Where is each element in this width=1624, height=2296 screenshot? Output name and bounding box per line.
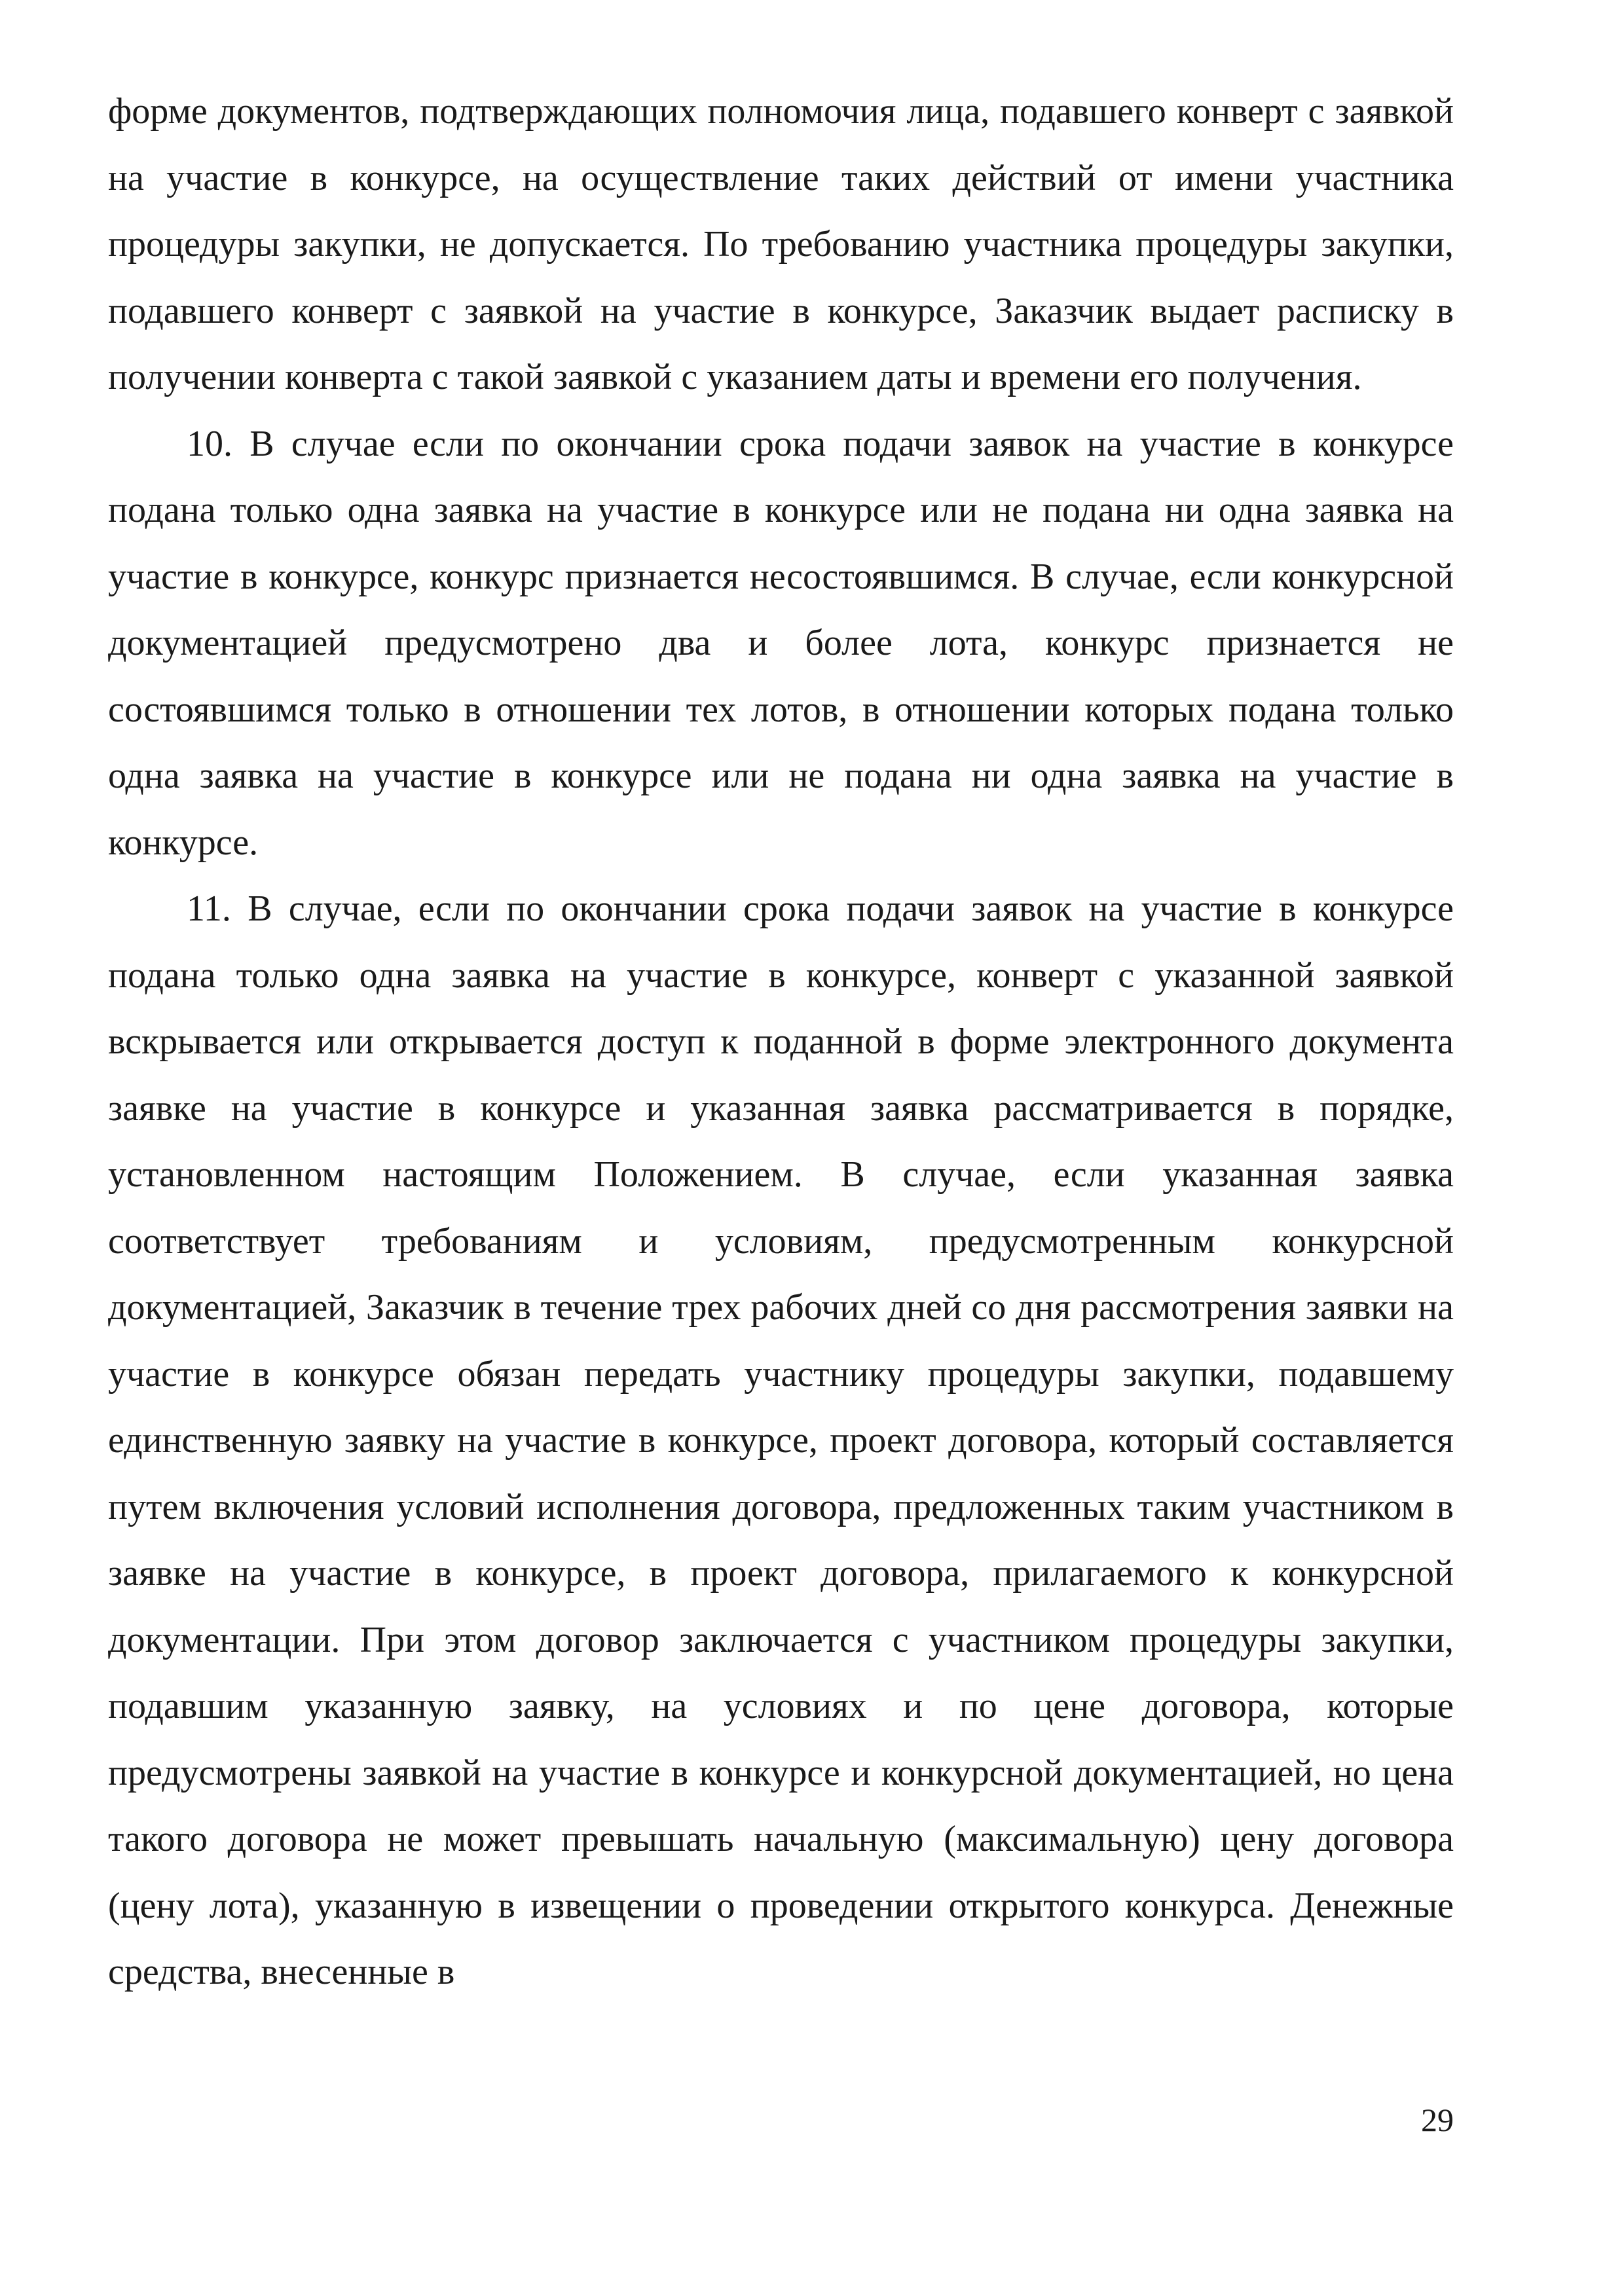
body-text [108,79,1454,2006]
page-number: 29 [1421,2102,1454,2138]
paragraph-clause-11: 11. В случае, если по окончании срока подачи заявок на участие в конкурсе подана только одна заявка на участие в конкурсе, конверт с указанной заявкой вскрывается или открывается доступ к поданной в форме электронного документа заявке на участие в конкурсе и указанная заявка рассматривается в порядке, установленном настоящим Положением. В случае, если указанная заявка соответствует требованиям и условиям, предусмотренным конкурсной документацией, Заказчик в течение трех рабочих дней со дня рассмотрения заявки на участие в конкурсе обязан передать участнику процедуры закупки, подавшему единственную заявку на участие в конкурсе, проект договора, который составляется путем включения условий исполнения договора, предложенных таким участником в заявке на участие в конкурсе, в проект договора, прилагаемого к конкурсной документации. При этом договор заключается с участником процедуры закупки, подавшим указанную заявку, на условиях и по цене договора, которые предусмотрены заявкой на участие в конкурсе и конкурсной документацией, но цена такого договора не может превышать начальную (максимальную) цену договора (цену лота), указанную в извещении о проведении открытого конкурса. Денежные средства, внесенные в [108,888,1454,1992]
paragraph-continuation: форме документов, подтверждающих полномочия лица, подавшего конверт с заявкой на участие в конкурсе, на осуществление таких действий от имени участника процедуры закупки, не допускается. По требованию участника процедуры закупки, подавшего конверт с заявкой на участие в конкурсе, Заказчик выдает расписку в получении конверта с такой заявкой с указанием даты и времени его получения. [108,91,1454,397]
paragraph-clause-10: 10. В случае если по окончании срока подачи заявок на участие в конкурсе подана только одна заявка на участие в конкурсе или не подана ни одна заявка на участие в конкурсе, конкурс признается несостоявшимся. В случае, если конкурсной документацией предусмотрено два и более лота, конкурс признается не состоявшимся только в отношении тех лотов, в отношении которых подана только одна заявка на участие в конкурсе или не подана ни одна заявка на участие в конкурсе. [108,423,1454,863]
